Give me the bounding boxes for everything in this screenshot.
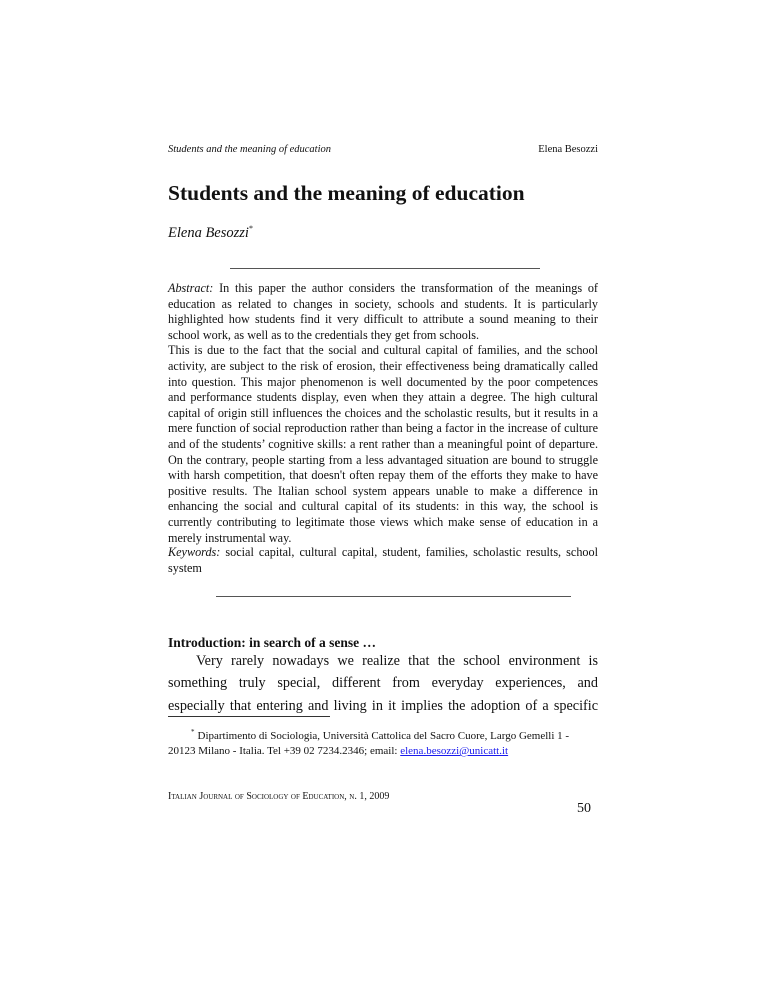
abstract <box>168 281 598 546</box>
page-number: 50 <box>577 801 591 816</box>
keywords-text: social capital, cultural capital, student, families, scholastic results, school system <box>168 545 598 575</box>
email-link[interactable]: elena.besozzi@unicatt.it <box>400 745 509 757</box>
author-line <box>168 224 253 242</box>
author-name: Elena Besozzi <box>168 225 249 241</box>
footnote-mark: * <box>191 728 195 736</box>
abstract-paragraph: This is due to the fact that the social and cultural capital of families, and the school activity, are subject to the risk of erosion, their effectiveness being dramatically called into question. This major phenomenon is well documented by the poor competences and performance students display, even when they attain a degree. The high cultural capital of origin still influences the choices and the scholastic results, but it results in a mere function of social reproduction rather than being a factor in the increase of culture and of the students’ cognitive skills: a rent rather than a meaningful point of departure. On the contrary, people starting from a less advantaged situation are bound to struggle with harsh competition, that doesn't often repay them of the efforts they make to have positive results. The Italian school system appears unable to make a difference in enhancing the social and cultural capital of its students: in this way, the school is currently contributing to legitimate those views which make sense of education in a merely instrumental way. <box>168 343 598 545</box>
keywords <box>168 545 598 576</box>
running-header-author: Elena Besozzi <box>538 144 598 155</box>
footnote <box>168 725 598 759</box>
section-heading: Introduction: in search of a sense … <box>168 635 377 650</box>
abstract-label: Abstract: <box>168 281 214 295</box>
journal-footer: Italian Journal of Sociology of Education, n. 1, 2009 <box>168 791 390 802</box>
abstract-paragraph <box>168 281 598 343</box>
paper-title: Students and the meaning of education <box>168 181 525 205</box>
body-paragraph: Very rarely nowadays we realize that the school environment is something truly special, different from everyday experiences, and especially that entering and living in it implies the adoption of a specific <box>168 653 598 714</box>
abstract-text: In this paper the author considers the transformation of the meanings of education as related to changes in society, schools and students. It is particularly highlighted how students find it very difficult to attribute a sound meaning to their school work, as well as to the credentials they get from schools. <box>168 281 598 342</box>
divider <box>216 596 571 597</box>
running-header-title: Students and the meaning of education <box>168 144 332 155</box>
footnote-text: Dipartimento di Sociologia, Università Cattolica del Sacro Cuore, Largo Gemelli 1 - 20123 Milano - Italia. Tel +39 02 7234.2346; email: <box>168 730 570 757</box>
keywords-label: Keywords: <box>168 545 221 559</box>
divider <box>230 268 540 269</box>
footnote-mark: * <box>248 224 253 233</box>
footnote-divider <box>168 716 330 717</box>
